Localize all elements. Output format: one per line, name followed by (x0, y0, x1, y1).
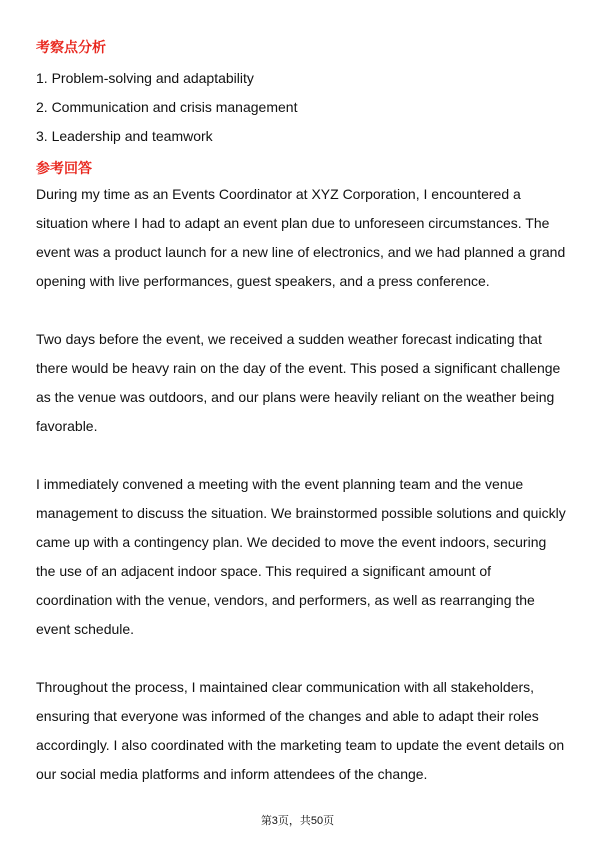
analysis-point: 2. Communication and crisis management (36, 99, 298, 115)
analysis-points-list (36, 64, 297, 151)
analysis-heading: 考察点分析 (36, 39, 106, 55)
answer-paragraph: I immediately convened a meeting with the event planning team and the venue management to discuss the situation. We brainstormed possible solutions and quickly came up with a contingency plan. We decided to move the event indoors, securing the use of an adjacent indoor space. This required a significant amount of coordination with the venue, vendors, and performers, as well as rearranging the event schedule. (36, 476, 566, 637)
page-number-footer: 第3页，共50页 (260, 815, 335, 827)
answer-paragraph: During my time as an Events Coordinator at XYZ Corporation, I encountered a situation where I had to adapt an event plan due to unforeseen circumstances. The event was a product launch for a new line of electronics, and we had planned a grand opening with live performances, guest speakers, and a press conference. (36, 186, 566, 289)
answer-paragraph: Throughout the process, I maintained clear communication with all stakeholders, ensuring that everyone was informed of the changes and able to adapt their roles accordingly. I also coordinated with the marketing team to update the event details on our social media platforms and inform attendees of the change. (36, 679, 565, 782)
analysis-point: 3. Leadership and teamwork (36, 128, 213, 144)
answer-heading: 参考回答 (36, 160, 92, 176)
answer-paragraph: Two days before the event, we received a sudden weather forecast indicating that there would be heavy rain on the day of the event. This posed a significant challenge as the venue was outdoors, and our plans were heavily reliant on the weather being favorable. (36, 331, 561, 434)
analysis-point: 1. Problem-solving and adaptability (36, 70, 254, 86)
answer-body (36, 180, 566, 818)
